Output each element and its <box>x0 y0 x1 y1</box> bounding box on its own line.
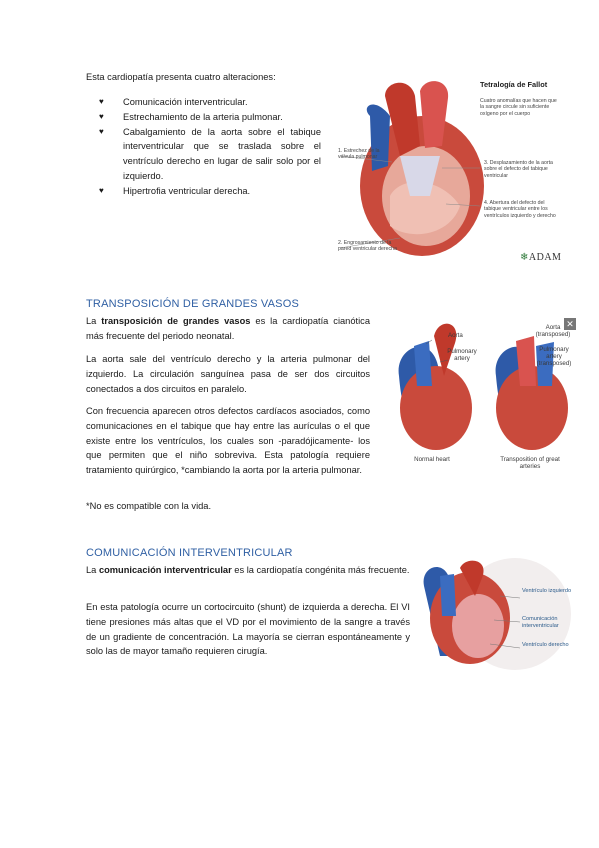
label-normal-heart: Normal heart <box>414 456 450 463</box>
civ-p2: En esta patología ocurre un cortocircuito (shunt) de izquierda a derecha. El VI tiene presiones más altas que el VD por el movimiento de la sangre a través de un gradiente de concentración. La mayoría se cierran espontáneamente y solo las de mayor tamaño requieren cirugía. <box>86 602 410 657</box>
fallot-figure <box>330 76 570 270</box>
label-aorta: Aorta <box>448 332 463 339</box>
label-ventriculo-derecho: Ventrículo derecho <box>522 642 569 648</box>
fallot-figure-title: Tetralogía de Fallot <box>480 80 548 89</box>
label-pulmonary: Pulmonary artery <box>447 348 477 363</box>
transposition-figure <box>384 316 582 476</box>
civ-p1: La comunicación interventricular es la cardiopatía congénita más frecuente. <box>86 565 410 575</box>
fallot-label-2: 2. Engrosamiento de la pared ventricular derecha <box>338 240 397 253</box>
transposicion-p3: Con frecuencia aparecen otros defectos cardíacos asociados, como comunicaciones en el tabique que hay entre las aurículas o el que existe entre los ventrículos, los cuales son -paradójicamente- los que permiten que el niño sobreviva. Esta patología requiere tratamiento quirúrgico, *cambiando la aorta por la arteria pulmonar. <box>86 406 370 476</box>
transposicion-p4: *No es compatible con la vida. <box>86 501 212 511</box>
label-comunicacion-interventricular: Comunicación interventricular <box>522 616 559 629</box>
list-item: ♥ Estrechamiento de la arteria pulmonar. <box>99 110 321 125</box>
label-transposition: Transposition of great arteries <box>500 456 560 471</box>
transposition-illustration <box>384 316 582 476</box>
civ-heading: COMUNICACIÓN INTERVENTRICULAR <box>86 547 293 559</box>
label-ventriculo-izquierdo: Ventrículo izquierdo <box>522 588 572 594</box>
list-item: ♥ Comunicación interventricular. <box>99 95 321 110</box>
label-pulmonary-transposed: Pulmonary artery (transposed) <box>536 346 572 368</box>
fallot-list <box>99 95 321 199</box>
civ-figure <box>420 556 582 672</box>
adam-logo: ❄ADAM <box>520 252 562 263</box>
close-icon[interactable]: ✕ <box>564 318 576 330</box>
fallot-label-3: 3. Desplazamiento de la aorta sobre el defecto del tabique ventricular <box>484 160 553 179</box>
transposicion-p1: La transposición de grandes vasos es la cardiopatía cianótica más frecuente del periodo neonatal. <box>86 316 370 341</box>
fallot-label-1: 1. Estrechez de la válvula pulmonar <box>338 148 380 161</box>
list-item: ♥ Hipertrofia ventricular derecha. <box>99 184 321 199</box>
fallot-figure-subtitle: Cuatro anomalías que hacen que la sangre circule sin suficiente oxígeno por el cuerpo <box>480 98 557 117</box>
civ-illustration <box>420 556 582 672</box>
transposicion-heading: TRANSPOSICIÓN DE GRANDES VASOS <box>86 298 300 310</box>
fallot-intro: Esta cardiopatía presenta cuatro alteraciones: <box>86 72 276 82</box>
fallot-label-4: 4. Abertura del defecto del tabique ventricular entre los ventrículos izquierdo y derecho <box>484 200 556 219</box>
list-item: ♥ Cabalgamiento de la aorta sobre el tabique interventricular que se traslada sobre el ventrículo derecho en lugar de salir solo por el izquierdo. <box>99 125 321 184</box>
transposicion-p2: La aorta sale del ventrículo derecho y la arteria pulmonar del izquierdo. La circulación sanguínea pasa de ser dos circuitos conectados a dos circuitos en paralelo. <box>86 354 370 394</box>
label-aorta-transposed: Aorta (transposed) <box>535 324 571 339</box>
